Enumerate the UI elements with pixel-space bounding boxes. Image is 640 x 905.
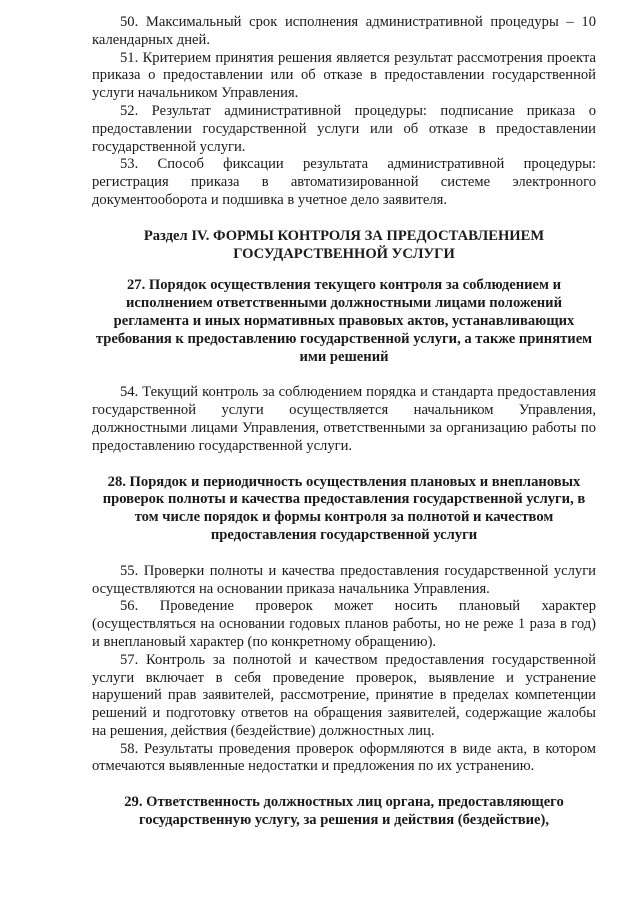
subsection-29-title: 29. Ответственность должностных лиц органа, предоставляющего государственную услугу, за решения и действия (бездействие), [124,794,564,829]
subsection-28-title: 28. Порядок и периодичность осуществления плановых и внеплановых проверок полноты и качества предоставления государственной услуги, в том числе порядок и формы контроля за полнотой и качеством предоставления государственной услуги [102,473,586,543]
spacer [92,263,596,277]
paragraph-57: 57. Контроль за полнотой и качеством предоставления государственной услуги включает в себя проведение проверок, выявление и устранение нарушений прав заявителей, рассмотрение, принятие в пределах компетенции решений и подготовку ответов на обращения заявителей, содержащие жалобы на решения, действия (бездействие) должностных лиц. [92,651,596,739]
paragraph-54: 54. Текущий контроль за соблюдением порядка и стандарта предоставления государственной услуги осуществляется начальником Управления, должностными лицами Управления, ответственными за организацию работы по предоставлению государственной услуги. [92,384,596,454]
paragraph-58: 58. Результаты проведения проверок оформляются в виде акта, в котором отмечаются выявленные недостатки и предложения по их устранению. [92,740,596,775]
spacer [92,776,596,794]
paragraph-51: 51. Критерием принятия решения является результат рассмотрения проекта приказа о предоставлении или об отказе в предоставлении государственной услуги начальником Управления. [92,49,596,102]
spacer [92,456,596,474]
spacer [92,545,596,563]
paragraph-55: 55. Проверки полноты и качества предоставления государственной услуги осуществляются на основании приказа начальника Управления. [92,562,596,597]
paragraph-52: 52. Результат административной процедуры: подписание приказа о предоставлении государственной услуги или об отказе в предоставлении государственной услуги. [92,102,596,155]
spacer [92,366,596,384]
spacer [92,210,596,228]
paragraph-50: 50. Максимальный срок исполнения административной процедуры – 10 календарных дней. [92,14,596,48]
section-iv-title: Раздел IV. ФОРМЫ КОНТРОЛЯ ЗА ПРЕДОСТАВЛЕНИЕМ ГОСУДАРСТВЕННОЙ УСЛУГИ [143,227,545,262]
paragraph-56: 56. Проведение проверок может носить плановый характер (осуществляться на основании годовых планов работы, но не реже 1 раза в год) и внеплановый характер (по конкретному обращению). [92,598,596,650]
paragraph-53: 53. Способ фиксации результата административной процедуры: регистрация приказа в автоматизированной системе электронного документооборота и подшивка в учетное дело заявителя. [92,156,596,208]
document-page [92,14,596,830]
subsection-27-title: 27. Порядок осуществления текущего контроля за соблюдением и исполнением ответственными должностными лицами положений регламента и иных нормативных правовых актов, устанавливающих требования к предоставлению государственной услуги, а также принятием ими решений [95,277,593,365]
